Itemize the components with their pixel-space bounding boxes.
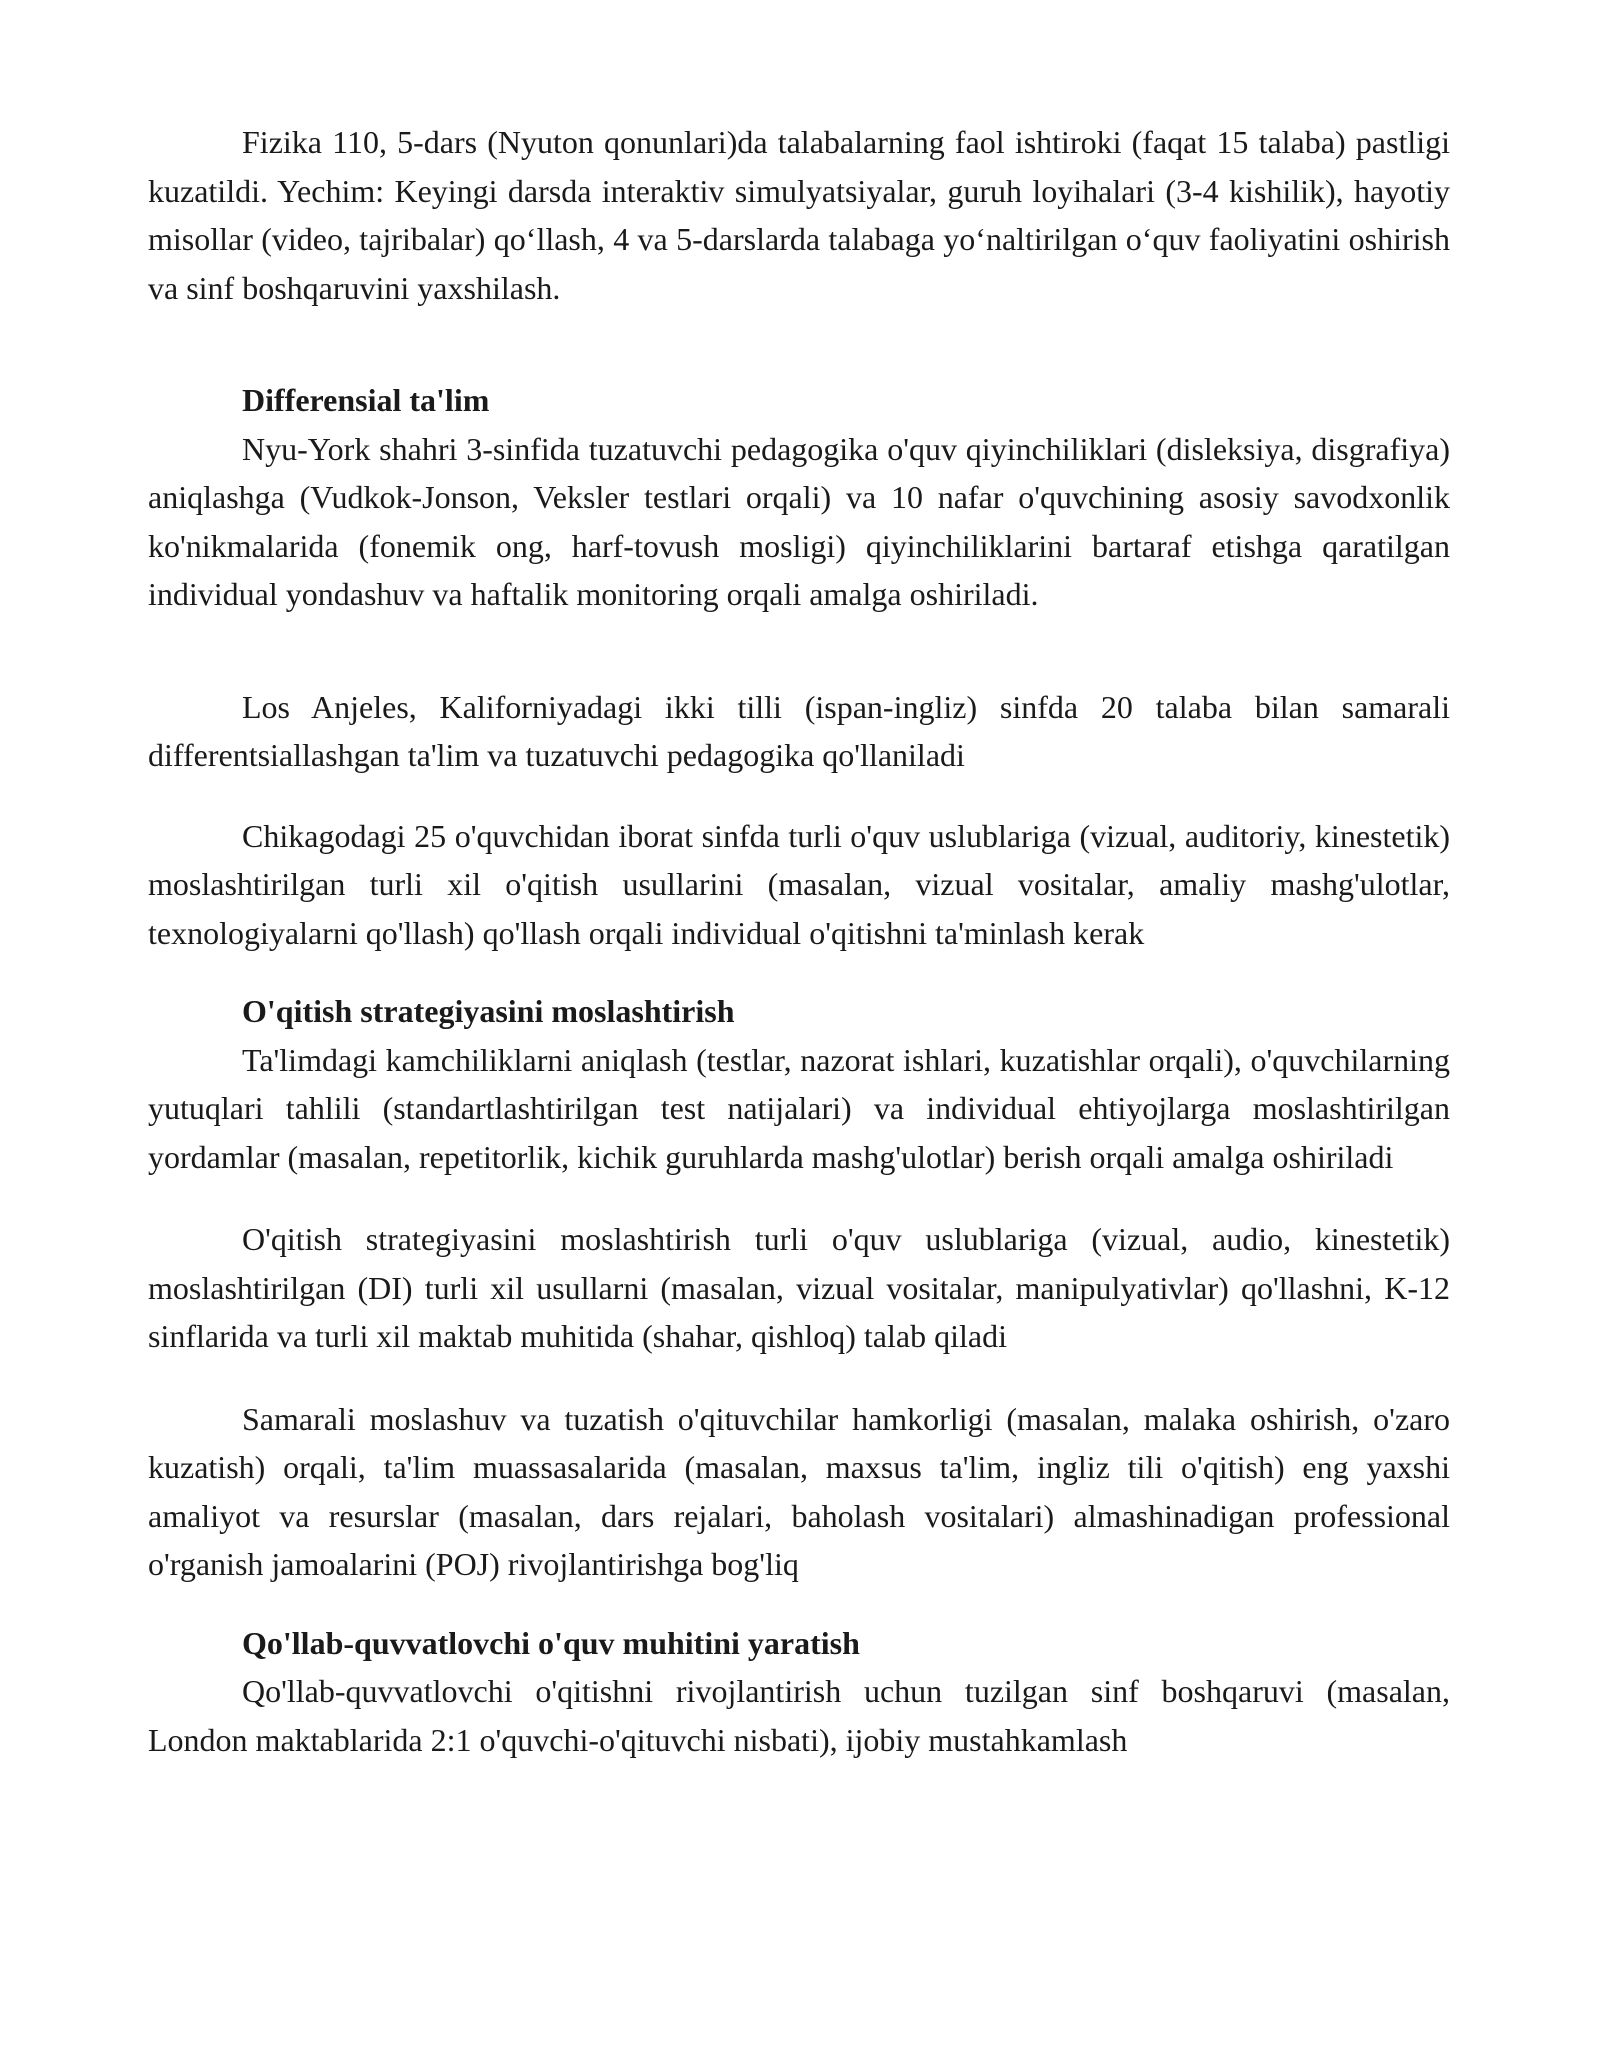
paragraph-los-angeles: Los Anjeles, Kaliforniyadagi ikki tilli (ispan-ingliz) sinfda 20 talaba bilan samarali differentsiallashgan ta'lim va tuzatuvchi pedagogika qo'llaniladi bbox=[148, 688, 1450, 773]
paragraph-supportive-teaching: Qo'llab-quvvatlovchi o'qitishni rivojlantirish uchun tuzilgan sinf boshqaruvi (masalan, London maktablarida 2:1 o'quvchi-o'qituvchi nisbati), ijobiy mustahkamlash bbox=[148, 1673, 1450, 1758]
spacer bbox=[148, 780, 1450, 812]
spacer bbox=[148, 1181, 1450, 1215]
heading-teaching-strategy: O'qitish strategiyasini moslashtirish bbox=[242, 993, 735, 1029]
spacer bbox=[148, 957, 1450, 987]
paragraph-new-york: Nyu-York shahri 3-sinfida tuzatuvchi pedagogika o'quv qiyinchiliklari (disleksiya, disgrafiya) aniqlashga (Vudkok-Jonson, Veksler testlari orqali) va 10 nafar o'quvchining asosiy savodxonlik ko'nikmalarida (fonemik ong, harf-tovush mosligi) qiyinchiliklarini bartaraf etishga qaratilgan individual yondashuv va haftalik monitoring orqali amalga oshiriladi. bbox=[148, 430, 1450, 612]
paragraph-gaps-identification: Ta'limdagi kamchiliklarni aniqlash (testlar, nazorat ishlari, kuzatishlar orqali), o'quvchilarning yutuqlari tahlili (standartlashtirilgan test natijalari) va individual ehtiyojlarga moslashtirilgan yordamlar (masalan, repetitorlik, kichik guruhlarda mashg'ulotlar) berish orqali amalga oshiriladi bbox=[148, 1041, 1450, 1175]
spacer bbox=[148, 1361, 1450, 1395]
paragraph-strategy-adaptation: O'qitish strategiyasini moslashtirish turli o'quv uslublariga (vizual, audio, kinestetik) moslashtirilgan (DI) turli xil usullarni (masalan, vizual vositalar, manipulyativlar) qo'llashni, K-12 sinflarida va turli xil maktab muhitida (shahar, qishloq) talab qiladi bbox=[148, 1221, 1450, 1354]
spacer bbox=[148, 619, 1450, 683]
paragraph-collaboration: Samarali moslashuv va tuzatish o'qituvchilar hamkorligi (masalan, malaka oshirish, o'zaro kuzatish) orqali, ta'lim muassasalarida (masalan, maxsus ta'lim, ingliz tili o'qitish) eng yaxshi amaliyot va resurslar (masalan, dars rejalari, baholash vositalari) almashinadigan professional o'rganish jamoalarini (POJ) rivojlantirishga bog'liq bbox=[148, 1400, 1450, 1582]
heading-supportive-environment: Qo'llab-quvvatlovchi o'quv muhitini yaratish bbox=[242, 1624, 860, 1661]
spacer bbox=[148, 312, 1450, 376]
document-page bbox=[148, 118, 1450, 1764]
paragraph-physics-observation: Fizika 110, 5-dars (Nyuton qonunlari)da talabalarning faol ishtiroki (faqat 15 talaba) pastligi kuzatildi. Yechim: Keyingi darsda interaktiv simulyatsiyalar, guruh loyihalari (3-4 kishilik), hayotiy misollar (video, tajribalar) qo‘llash, 4 va 5-darslarda talabaga yo‘naltirilgan o‘quv faoliyatini oshirish va sinf boshqaruvini yaxshilash. bbox=[148, 124, 1450, 306]
paragraph-chicago: Chikagodagi 25 o'quvchidan iborat sinfda turli o'quv uslublariga (vizual, auditoriy, kinestetik) moslashtirilgan turli xil o'qitish usullarini (masalan, vizual vositalar, amaliy mashg'ulotlar, texnologiyalarni qo'llash) qo'llash orqali individual o'qitishni ta'minlash kerak bbox=[148, 817, 1450, 951]
spacer bbox=[148, 1589, 1450, 1619]
heading-differential-education: Differensial ta'lim bbox=[242, 382, 490, 418]
